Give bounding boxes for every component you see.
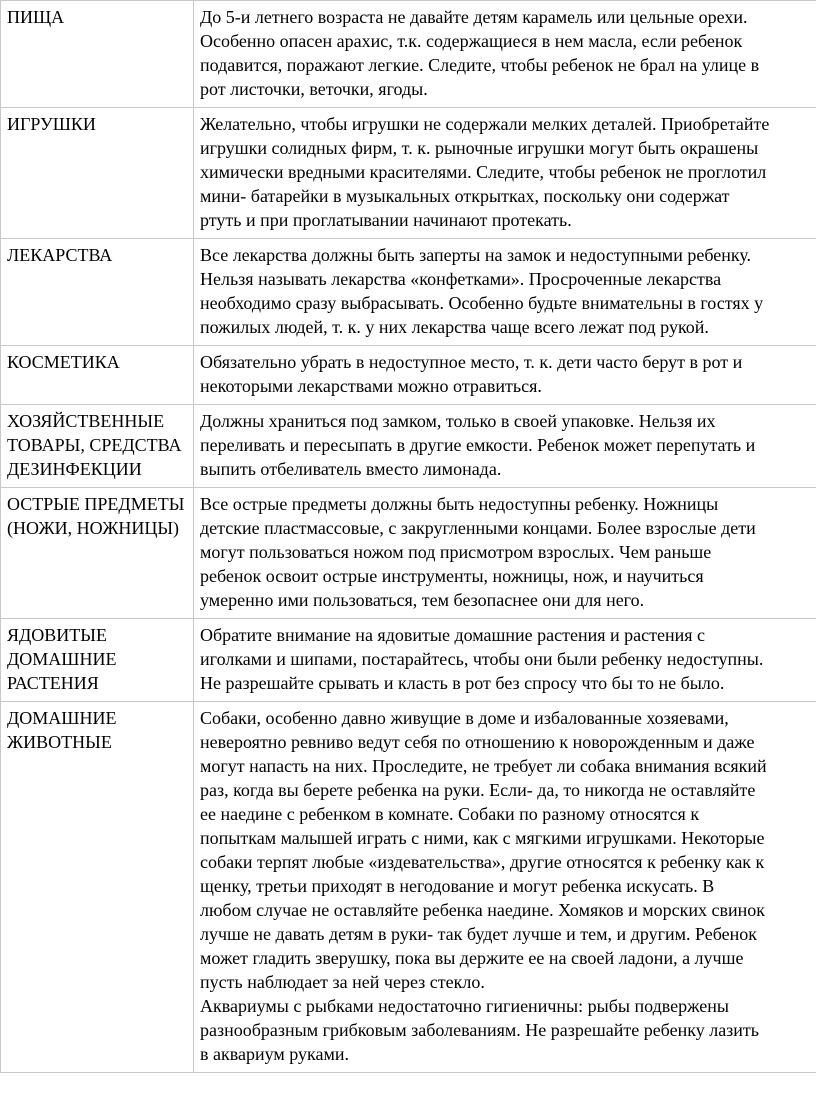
category-cell: ХОЗЯЙСТВЕННЫЕ ТОВАРЫ, СРЕДСТВА ДЕЗИНФЕКЦИИ [1, 405, 194, 488]
description-cell [194, 1, 816, 108]
category-cell: ИГРУШКИ [1, 108, 194, 239]
description-text: Обязательно убрать в недоступное место, т. к. дети часто берут в рот и некоторыми лекарствами можно отравиться. [200, 352, 743, 396]
table-row [1, 108, 816, 239]
description-cell [194, 108, 816, 239]
table-row [1, 239, 816, 346]
table-row [1, 702, 816, 1073]
table-row [1, 405, 816, 488]
category-cell: ЛЕКАРСТВА [1, 239, 194, 346]
category-cell: ПИЩА [1, 1, 194, 108]
description-text: Должны храниться под замком, только в своей упаковке. Нельзя их переливать и пересыпать в другие емкости. Ребенок может перепутать и выпить отбеливатель вместо лимонада. [200, 411, 756, 479]
description-cell [194, 619, 816, 702]
description-text: Обратите внимание на ядовитые домашние растения и растения с иголками и шипами, постарайтесь, чтобы они были ребенку недоступны. Не разрешайте срывать и класть в рот без спросу что бы то не было. [200, 625, 764, 693]
table-row [1, 619, 816, 702]
description-text: До 5-и летнего возраста не давайте детям карамель или цельные орехи. Особенно опасен арахис, т.к. содержащиеся в нем масла, если ребенок подавится, поражают легкие. Следите, чтобы ребенок не брал на улице в рот листочки, веточки, ягоды. [200, 7, 760, 99]
table-row [1, 346, 816, 405]
description-cell [194, 488, 816, 619]
category-cell: ЯДОВИТЫЕ ДОМАШНИЕ РАСТЕНИЯ [1, 619, 194, 702]
category-cell: ДОМАШНИЕ ЖИВОТНЫЕ [1, 702, 194, 1073]
description-cell [194, 239, 816, 346]
table-row [1, 1, 816, 108]
category-cell: ОСТРЫЕ ПРЕДМЕТЫ (НОЖИ, НОЖНИЦЫ) [1, 488, 194, 619]
description-text: Желательно, чтобы игрушки не содержали мелких деталей. Приобретайте игрушки солидных фирм, т. к. рыночные игрушки могут быть окрашены химически вредными красителями. Следите, чтобы ребенок не проглотил мини- батарейки в музыкальных открытках, поскольку они содержат ртуть и при проглатывании начинают протекать. [200, 114, 770, 230]
category-cell: КОСМЕТИКА [1, 346, 194, 405]
description-cell [194, 702, 816, 1073]
description-text: Все лекарства должны быть заперты на замок и недоступными ребенку. Нельзя называть лекарства «конфетками». Просроченные лекарства необходимо сразу выбрасывать. Особенно будьте внимательны в гостях у пожилых людей, т. к. у них лекарства чаще всего лежат под рукой. [200, 245, 764, 337]
description-text-extra: Аквариумы с рыбками недостаточно гигиеничны: рыбы подвержены разнообразным грибковым заболеваниям. Не разрешайте ребенку лазить в аквариум руками. [200, 996, 760, 1064]
description-text: Все острые предметы должны быть недоступны ребенку. Ножницы детские пластмассовые, с закругленными концами. Более взрослые дети могут пользоваться ножом под присмотром взрослых. Чем раньше ребенок освоит острые инструменты, ножницы, нож, и научиться умеренно ими пользоваться, тем безопаснее они для него. [200, 494, 756, 610]
table-row [1, 488, 816, 619]
description-text: Собаки, особенно давно живущие в доме и избалованные хозяевами, невероятно ревниво ведут себя по отношению к новорожденным и даже могут напасть на них. Проследите, не требует ли собака внимания всякий раз, когда вы берете ребенка на руки. Если- да, то никогда не оставляйте ее наедине с ребенком в комнате. Собаки по разному относятся к попыткам малышей играть с ними, как с мягкими игрушками. Некоторые собаки терпят любые «издевательства», другие относятся к ребенку как к щенку, третьи приходят в негодование и могут ребенка искусать. В любом случае не оставляйте ребенка наедине. Хомяков и морских свинок лучше не давать детям в руки- так будет лучше и тем, и другим. Ребенок может гладить зверушку, пока вы держите ее на своей ладони, а лучше пусть наблюдает за ней через стекло. [200, 708, 767, 992]
description-cell [194, 405, 816, 488]
description-cell [194, 346, 816, 405]
